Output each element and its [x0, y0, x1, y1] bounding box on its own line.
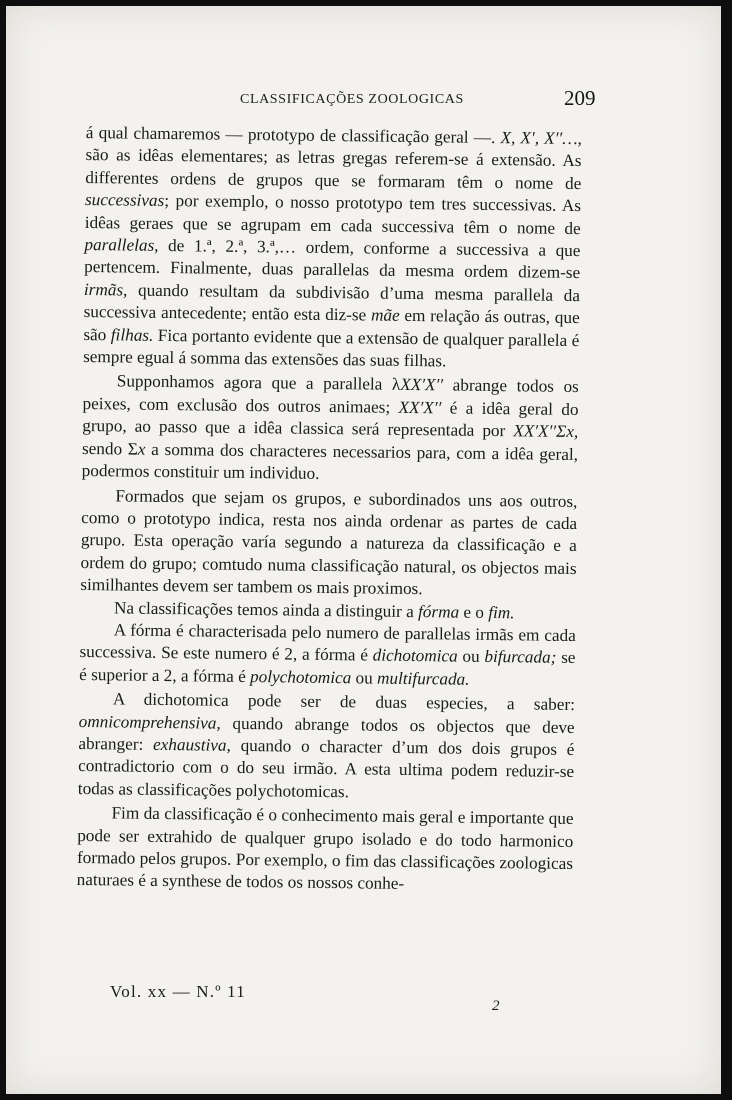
- text-run: sendo Σ: [81, 438, 138, 459]
- italic-run: fim.: [488, 602, 515, 622]
- text-run: Na classificações temos ainda a distinguir a: [113, 597, 419, 621]
- italic-run: multifurcada.: [376, 668, 470, 689]
- text-run: Supponhamos agora que a parallela λ: [116, 371, 401, 395]
- text-run: ou: [457, 646, 485, 667]
- text-run: em relação ás outras, que são: [83, 306, 580, 344]
- text-run: Formados que sejam os grupos, e subordinados uns aos outros, como o prototypo indica, resta nos ainda ordenar as partes de cada grupo. Esta operação varía segundo a natureza da classificação e a ordem do grupo; comtudo numa classificação natural, os objectos mais similhantes devem ser tambem os mais proximos.: [80, 485, 578, 599]
- italic-run: exhaustiva,: [152, 734, 231, 755]
- italic-run: x: [137, 439, 146, 459]
- text-run: são as idêas elementares; as letras gregas referem-se á extensão. As differentes ordens de grupos que se formaram têm o nome de: [85, 145, 582, 193]
- paragraph-forma: [79, 619, 576, 692]
- text-run: é a idêa geral do grupo, ao passo que a idêa classica será representada por: [82, 398, 579, 441]
- italic-run: XX′X′′: [400, 375, 444, 395]
- paragraph-dichotomica: [78, 688, 575, 806]
- paragraph-grupos: [80, 484, 577, 602]
- text-run: de 1.ª, 2.ª, 3.ª,… ordem, conforme a successiva a que pertencem. Finalmente, duas parallelas da mesma ordem dizem-se: [84, 235, 581, 283]
- text-run: A fórma é characterisada pelo numero de parallelas irmãs em cada successiva. Se este numero é 2, a fórma é: [79, 620, 576, 665]
- text-run: se é superior a 2, a fórma é: [79, 648, 576, 686]
- italic-run: irmãs,: [83, 279, 128, 300]
- italic-run: fórma: [417, 601, 460, 622]
- text-run: Fica portanto evidente que a extensão de qualquer parallela é sempre egual á somma das extensões das suas filhas.: [83, 325, 580, 371]
- text-run: A dichotomica pode ser de duas especies, a saber:: [112, 689, 576, 715]
- text-run: abrange todos os peixes, com exclusão dos outros animaes;: [82, 375, 579, 417]
- italic-run: polychotomica: [249, 666, 352, 688]
- text-run: quando resultam da subdivisão d’uma mesma parallela da successiva antecedente; então esta diz-se: [83, 280, 581, 325]
- italic-run: XX′X′′: [398, 397, 442, 418]
- signature-mark: 2: [492, 998, 500, 1014]
- body-text: [77, 122, 582, 898]
- page-number: 209: [564, 86, 596, 110]
- paragraph-continuation: [83, 122, 582, 375]
- italic-run: parallelas,: [84, 235, 159, 255]
- text-run: a somma dos characteres necessarios para, com a idêa geral, podermos constituir um individuo.: [81, 439, 579, 483]
- italic-run: dichotomica: [372, 645, 458, 666]
- italic-run: successivas: [84, 190, 165, 211]
- italic-run: omnicomprehensiva,: [78, 711, 221, 733]
- text-run: á qual chamaremos — prototypo de classificação geral —.: [85, 122, 501, 148]
- italic-run: mãe: [370, 305, 400, 326]
- text-run: ; por exemplo, o nosso prototypo tem tres successivas. As idêas geraes que se agrupam em cada successiva têm o nome de: [84, 191, 582, 238]
- paragraph-parallela: [82, 370, 579, 488]
- italic-run: XX′X′′Σx,: [513, 421, 579, 442]
- italic-run: filhas.: [110, 324, 154, 345]
- text-run: ou: [351, 668, 378, 688]
- volume-footer: Vol. xx — N.º 11: [110, 982, 246, 1001]
- text-run: quando o character d’um dos dois grupos é contradictorio com o do seu irmão. A esta ultima podem reduzir-se todas as classificações polychotomicas.: [77, 735, 575, 802]
- text-run: quando abrange todos os objectos que deve abranger:: [78, 713, 575, 754]
- book-page: [6, 6, 721, 1094]
- text-run: Fim da classificação é o conhecimento mais geral e importante que pode ser extrahido de qualquer grupo isolado e do todo harmonico formado pelos grupos. Por exemplo, o fim das classificações zoologicas naturaes é a synthese de todos os nossos conhe-: [76, 803, 574, 894]
- paragraph-fim: [77, 802, 574, 898]
- italic-run: X, X′, X′′…,: [500, 128, 582, 149]
- text-run: e o: [459, 602, 489, 622]
- italic-run: bifurcada;: [484, 647, 557, 668]
- running-header: CLASSIFICAÇÕES ZOOLOGICAS: [240, 92, 464, 107]
